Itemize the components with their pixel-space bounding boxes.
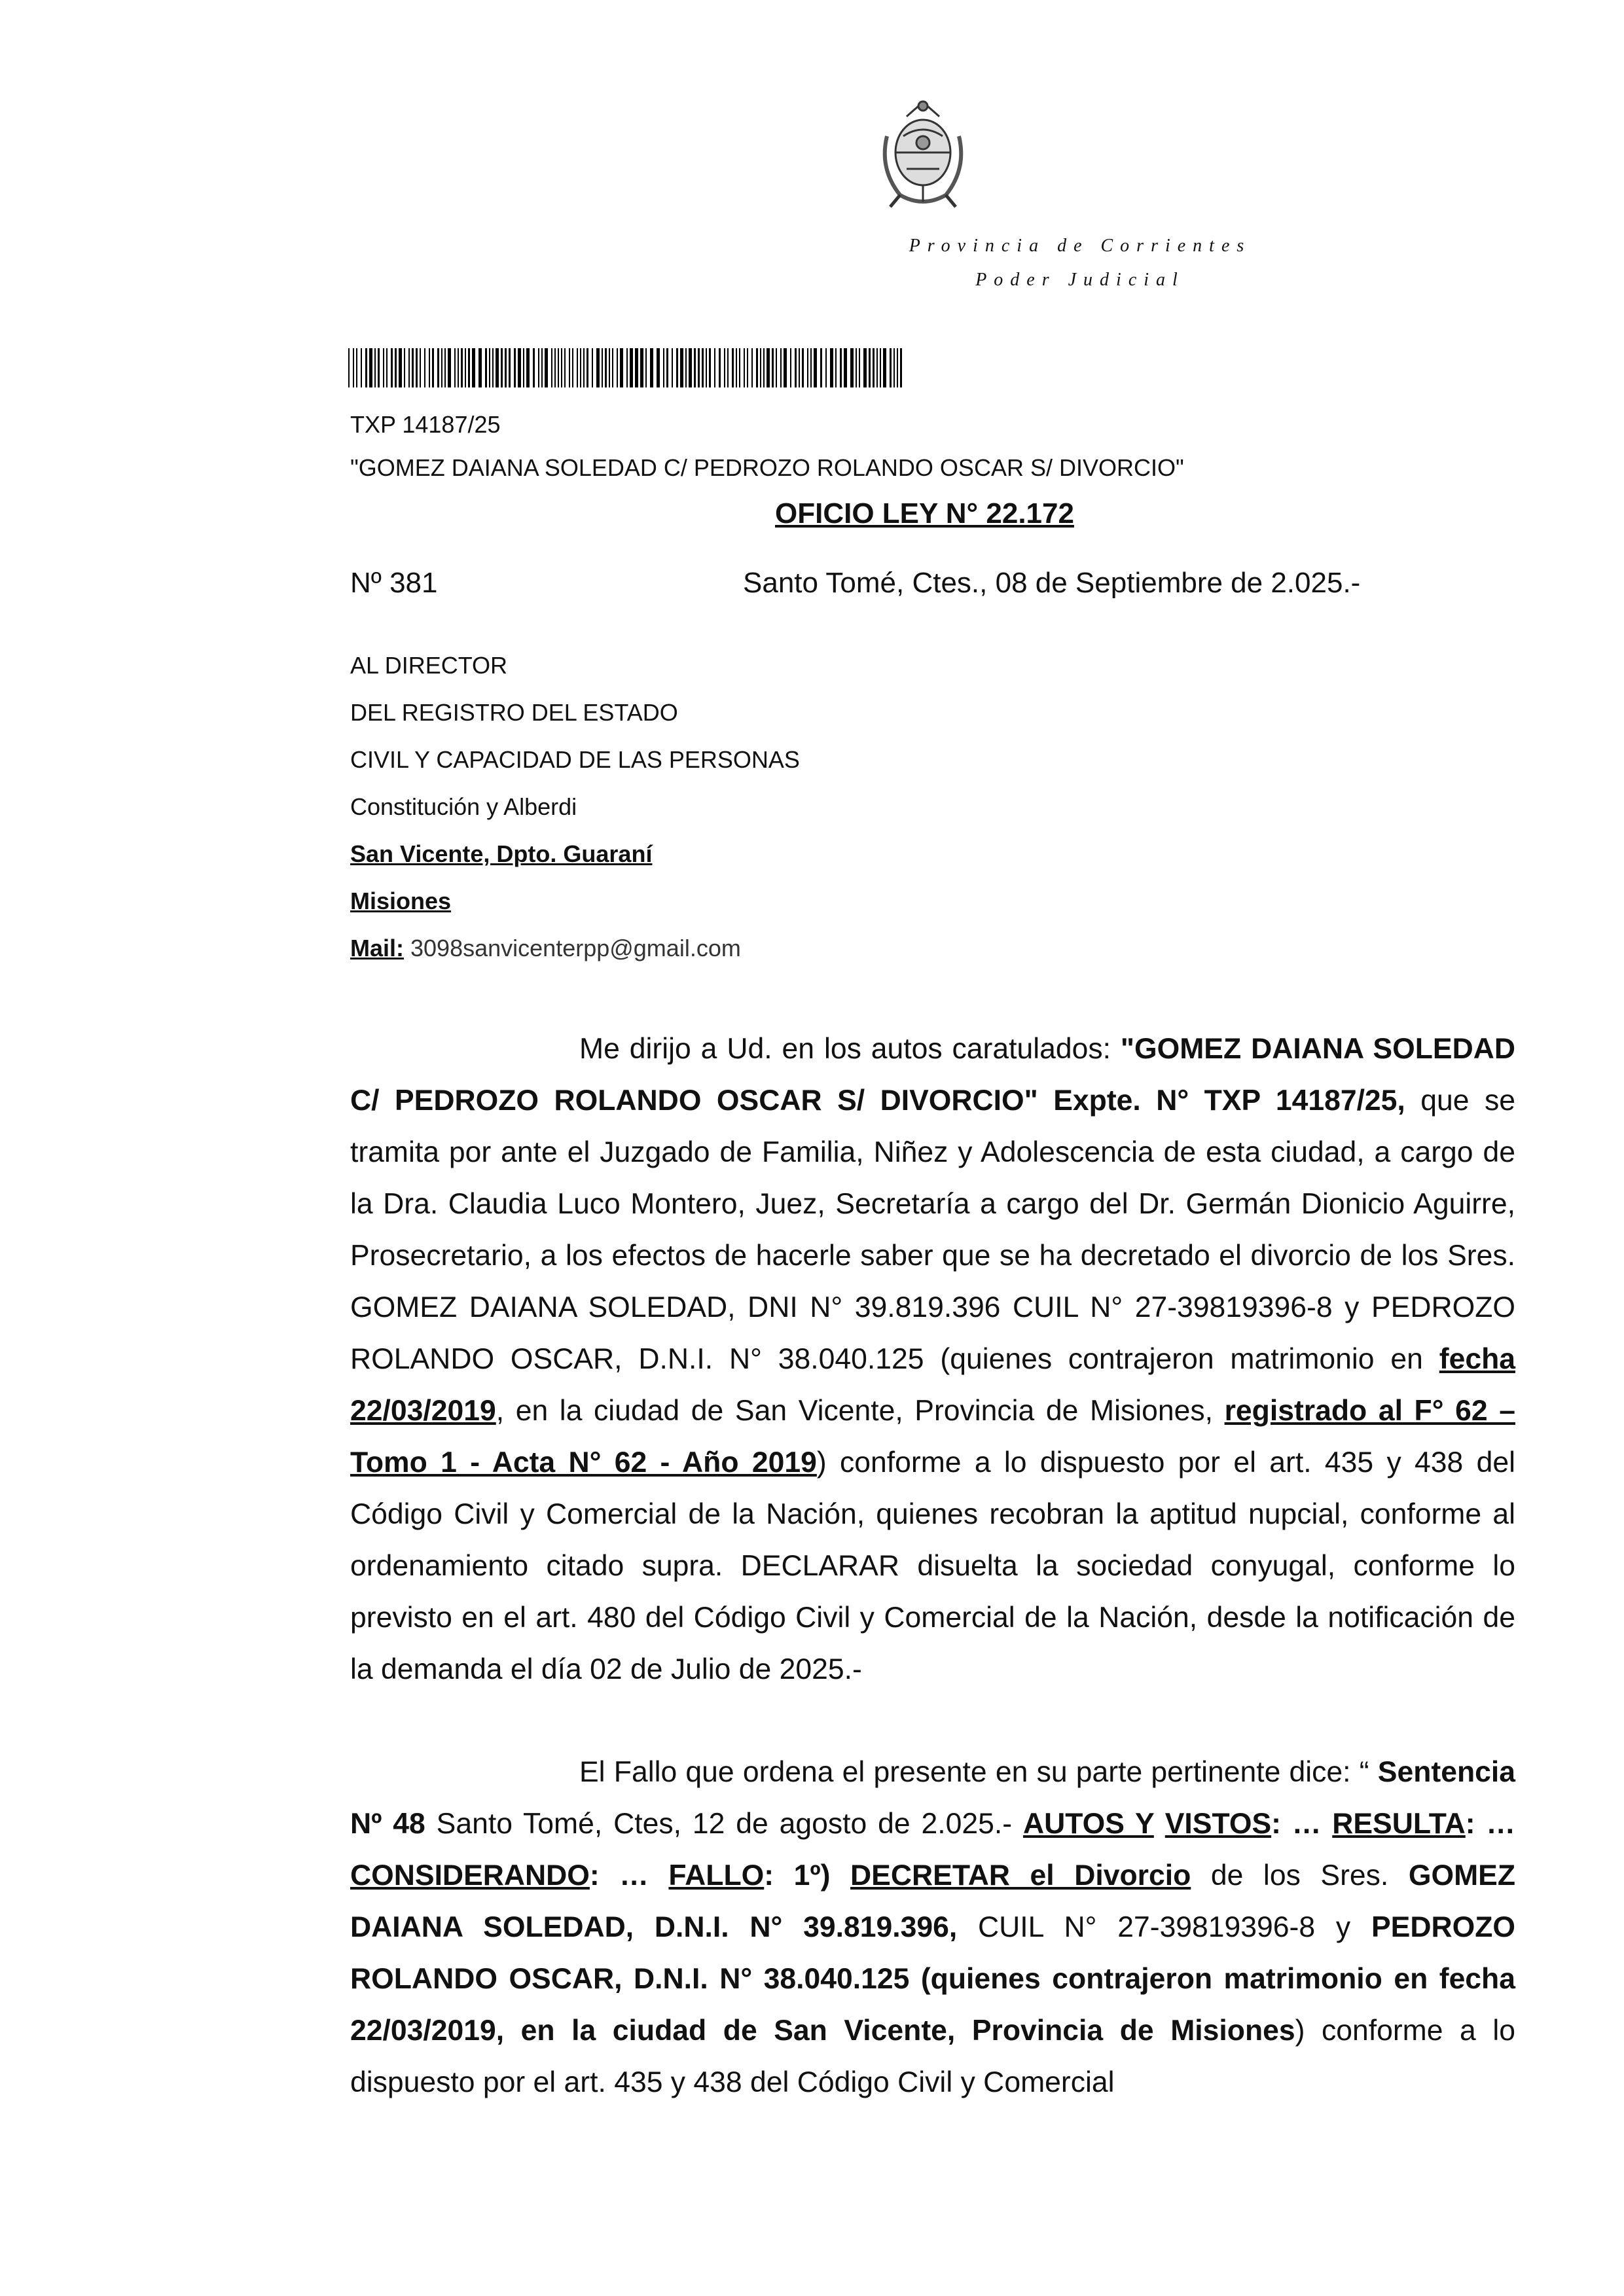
barcode <box>348 348 905 387</box>
barcode-bar <box>856 348 857 387</box>
recipient-line-1: AL DIRECTOR <box>350 652 508 679</box>
barcode-bar <box>361 348 362 387</box>
p1-text-1: Me dirijo a Ud. en los autos caratulados: <box>579 1033 1121 1065</box>
barcode-bar <box>501 348 503 387</box>
barcode-bar <box>784 348 787 387</box>
barcode-bar <box>780 348 782 387</box>
barcode-bar <box>348 348 350 387</box>
barcode-bar <box>825 348 827 387</box>
barcode-bar <box>689 348 692 387</box>
barcode-bar <box>386 348 388 387</box>
barcode-bar <box>526 348 530 387</box>
barcode-bar <box>850 348 854 387</box>
barcode-bar <box>533 348 535 387</box>
p2-party-2: PEDROZO ROLANDO OSCAR, D.N.I. N° 38.040.125 (quienes contrajeron matrimonio en fecha 22/03/2019, en la ciudad de San Vicente, Provincia de Misiones <box>350 1911 1515 2047</box>
p2-party-1: GOMEZ DAIANA SOLEDAD, D.N.I. N° 39.819.396, <box>350 1859 1516 1943</box>
barcode-bar <box>736 348 737 387</box>
barcode-bar <box>605 348 607 387</box>
barcode-bar <box>408 348 410 387</box>
barcode-bar <box>685 348 687 387</box>
barcode-bar <box>592 348 593 387</box>
barcode-bar <box>551 348 552 387</box>
p2-sep-2: : … <box>1465 1808 1515 1840</box>
barcode-bar <box>577 348 578 387</box>
recipient-mail-row <box>350 935 741 962</box>
barcode-bar <box>744 348 745 387</box>
barcode-bar <box>844 348 847 387</box>
barcode-bar <box>719 348 721 387</box>
barcode-bar <box>448 348 451 387</box>
barcode-bar <box>657 348 660 387</box>
barcode-bar <box>666 348 668 387</box>
barcode-bar <box>602 348 603 387</box>
barcode-bar <box>478 348 482 387</box>
barcode-bar <box>630 348 633 387</box>
barcode-bar <box>561 348 562 387</box>
barcode-bar <box>432 348 434 387</box>
barcode-bar <box>763 348 765 387</box>
barcode-bar <box>620 348 623 387</box>
recipient-line-4: Constitución y Alberdi <box>350 793 577 820</box>
barcode-bar <box>378 348 380 387</box>
barcode-bar <box>485 348 487 387</box>
barcode-bar <box>429 348 430 387</box>
p2-text-3: de los Sres. <box>1191 1859 1409 1892</box>
barcode-bar <box>795 348 797 387</box>
p2-autos: AUTOS Y <box>1022 1808 1154 1840</box>
barcode-bar <box>609 348 610 387</box>
barcode-bar <box>412 348 414 387</box>
barcode-bar <box>365 348 367 387</box>
p1-text-3: , en la ciudad de San Vicente, Provincia de Misiones, <box>496 1395 1225 1427</box>
paragraph-1 <box>350 1023 1515 1695</box>
barcode-bar <box>586 348 588 387</box>
barcode-bar <box>461 348 463 387</box>
provincial-coat-of-arms-icon <box>867 97 979 215</box>
barcode-bar <box>554 348 556 387</box>
barcode-bar <box>424 348 425 387</box>
barcode-bar <box>465 348 466 387</box>
barcode-bar <box>835 348 837 387</box>
barcode-bar <box>790 348 791 387</box>
barcode-bar <box>596 348 600 387</box>
barcode-bar <box>820 348 822 387</box>
p1-text-4: ) conforme a lo dispuesto por el art. 435 y 438 del Código Civil y Comercial de la Nación, quienes recobran la aptitud nupcial, conforme al ordenamiento citado supra. DECLARAR disuelta la sociedad conyugal, conforme lo previsto en el art. 480 del Código Civil y Comercial de la Nación, desde la notificación de la demanda el día 02 de Julio de 2025.- <box>350 1446 1515 1685</box>
barcode-bar <box>391 348 393 387</box>
p2-text-4: CUIL N° 27-39819396-8 y <box>957 1911 1371 1943</box>
barcode-bar <box>617 348 618 387</box>
barcode-bar <box>572 348 573 387</box>
barcode-bar <box>893 348 895 387</box>
barcode-bar <box>441 348 442 387</box>
p1-case-bold: "GOMEZ DAIANA SOLEDAD C/ PEDROZO ROLANDO OSCAR S/ DIVORCIO" Expte. N° TXP 14187/25, <box>350 1033 1515 1117</box>
case-number: TXP 14187/25 <box>350 411 501 438</box>
p2-decretar: DECRETAR el Divorcio <box>850 1859 1191 1892</box>
p2-sep-3: : … <box>589 1859 669 1892</box>
barcode-bar <box>444 348 446 387</box>
p2-sep-4: : 1º) <box>764 1859 851 1892</box>
barcode-bar <box>880 348 881 387</box>
barcode-bar <box>900 348 902 387</box>
barcode-bar <box>840 348 842 387</box>
recipient-city: San Vicente, Dpto. Guaraní <box>350 840 653 867</box>
barcode-bar <box>541 348 543 387</box>
barcode-bar <box>680 348 683 387</box>
barcode-bar <box>514 348 516 387</box>
paragraph-2 <box>350 1746 1515 2108</box>
barcode-bar <box>772 348 774 387</box>
barcode-bar <box>863 348 867 387</box>
barcode-bar <box>558 348 559 387</box>
barcode-bar <box>727 348 729 387</box>
p2-sentence-number: Sentencia Nº 48 <box>350 1756 1515 1840</box>
mail-address[interactable]: 3098sanvicenterpp@gmail.com <box>404 935 741 961</box>
barcode-bar <box>676 348 678 387</box>
barcode-bar <box>404 348 405 387</box>
barcode-bar <box>468 348 470 387</box>
barcode-bar <box>698 348 700 387</box>
recipient-line-3: CIVIL Y CAPACIDAD DE LAS PERSONAS <box>350 746 800 773</box>
barcode-bar <box>505 348 507 387</box>
barcode-bar <box>756 348 758 387</box>
barcode-bar <box>702 348 704 387</box>
barcode-bar <box>859 348 860 387</box>
p2-text-1: El Fallo que ordena el presente en su parte pertinente dice: “ <box>579 1756 1378 1788</box>
barcode-bar <box>709 348 711 387</box>
barcode-bar <box>580 348 581 387</box>
barcode-bar <box>569 348 570 387</box>
barcode-bar <box>767 348 770 387</box>
barcode-bar <box>583 348 585 387</box>
barcode-bar <box>890 348 892 387</box>
place-date: Santo Tomé, Ctes., 08 de Septiembre de 2.025.- <box>743 567 1361 599</box>
barcode-bar <box>437 348 439 387</box>
barcode-bar <box>395 348 397 387</box>
barcode-bar <box>650 348 653 387</box>
barcode-bar <box>645 348 647 387</box>
barcode-bar <box>640 348 643 387</box>
recipient-line-2: DEL REGISTRO DEL ESTADO <box>350 699 678 726</box>
p1-registry-ref: registrado al F° 62 – Tomo 1 - Acta N° 62 - Año 2019 <box>350 1395 1515 1479</box>
barcode-bar <box>353 348 354 387</box>
barcode-bar <box>369 348 372 387</box>
barcode-bar <box>509 348 511 387</box>
p2-text-5: ) conforme a lo dispuesto por el art. 435 y 438 del Código Civil y Comercial <box>350 2015 1515 2098</box>
barcode-bar <box>383 348 384 387</box>
p2-fallo: FALLO <box>668 1859 765 1892</box>
barcode-bar <box>807 348 808 387</box>
barcode-bar <box>420 348 421 387</box>
header-province: Provincia de Corrientes <box>909 236 1252 256</box>
barcode-bar <box>869 348 871 387</box>
barcode-bar <box>635 348 638 387</box>
barcode-bar <box>416 348 418 387</box>
case-caption: "GOMEZ DAIANA SOLEDAD C/ PEDROZO ROLANDO OSCAR S/ DIVORCIO" <box>350 454 1184 481</box>
barcode-bar <box>724 348 725 387</box>
barcode-bar <box>706 348 707 387</box>
barcode-bar <box>802 348 804 387</box>
barcode-bar <box>810 348 812 387</box>
recipient-province: Misiones <box>350 888 452 914</box>
barcode-bar <box>814 348 817 387</box>
barcode-bar <box>374 348 376 387</box>
barcode-bar <box>799 348 800 387</box>
barcode-bar <box>694 348 696 387</box>
barcode-bar <box>399 348 402 387</box>
barcode-bar <box>663 348 664 387</box>
barcode-bar <box>883 348 886 387</box>
barcode-bar <box>747 348 748 387</box>
barcode-bar <box>612 348 613 387</box>
barcode-bar <box>876 348 878 387</box>
barcode-bar <box>472 348 475 387</box>
barcode-bar <box>739 348 740 387</box>
office-number: Nº 381 <box>350 567 438 599</box>
p2-vistos: VISTOS <box>1164 1808 1272 1840</box>
barcode-bar <box>776 348 777 387</box>
barcode-bar <box>523 348 524 387</box>
barcode-bar <box>489 348 490 387</box>
barcode-bar <box>496 348 499 387</box>
barcode-bar <box>538 348 539 387</box>
p2-sep-1: : … <box>1271 1808 1333 1840</box>
p2-text-2: Santo Tomé, Ctes, 12 de agosto de 2.025.- <box>425 1808 1023 1840</box>
barcode-bar <box>873 348 875 387</box>
barcode-bar <box>518 348 521 387</box>
barcode-bar <box>714 348 715 387</box>
p1-marriage-date: fecha 22/03/2019 <box>350 1343 1515 1427</box>
barcode-bar <box>492 348 494 387</box>
barcode-bar <box>830 348 833 387</box>
barcode-bar <box>545 348 548 387</box>
barcode-bar <box>458 348 459 387</box>
p2-resulta: RESULTA <box>1332 1808 1466 1840</box>
barcode-bar <box>732 348 734 387</box>
mail-label: Mail: <box>350 935 405 961</box>
barcode-bar <box>626 348 628 387</box>
barcode-bar <box>760 348 761 387</box>
barcode-bar <box>672 348 673 387</box>
document-title: OFICIO LEY N° 22.172 <box>775 497 1074 529</box>
p1-text-2: que se tramita por ante el Juzgado de Familia, Niñez y Adolescencia de esta ciudad, a cargo de la Dra. Claudia Luco Montero, Juez, Secretaría a cargo del Dr. Germán Dionicio Aguirre, Prosecretario, a los efectos de hacerle saber que se ha decretado el divorcio de los Sres. GOMEZ DAIANA SOLEDAD, DNI N° 39.819.396 CUIL N° 27-39819396-8 y PEDROZO ROLANDO OSCAR, D.N.I. N° 38.040.125 (quienes contrajeron matrimonio en <box>350 1085 1515 1375</box>
p2-considerando: CONSIDERANDO <box>350 1859 590 1892</box>
barcode-bar <box>897 348 898 387</box>
barcode-bar <box>751 348 753 387</box>
barcode-bar <box>356 348 357 387</box>
barcode-bar <box>454 348 456 387</box>
header-judiciary: Poder Judicial <box>975 270 1185 290</box>
p2-space <box>1154 1808 1165 1840</box>
barcode-bar <box>564 348 566 387</box>
